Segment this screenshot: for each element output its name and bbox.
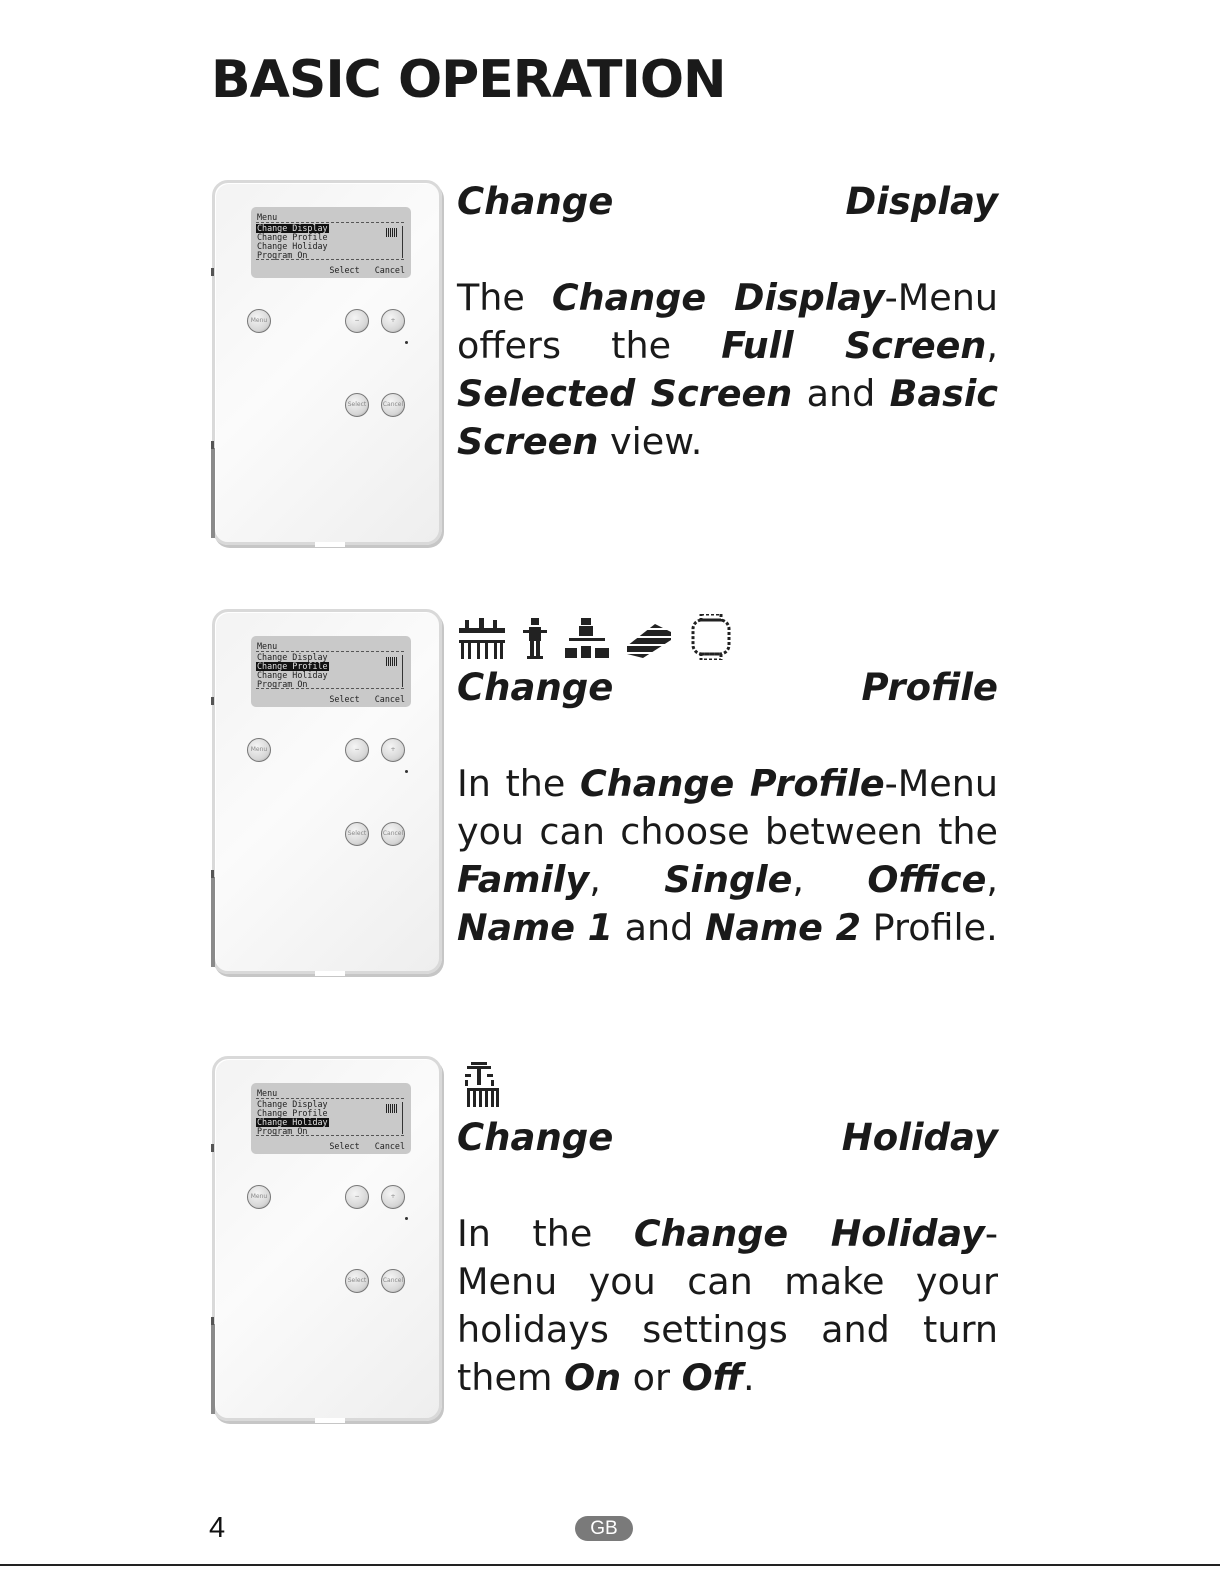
family-profile-icon <box>457 618 507 660</box>
section-heading: Change Profile <box>457 666 998 709</box>
screen-softkeys: Select Cancel <box>329 1141 405 1151</box>
screen-menu-item: Program On <box>257 679 308 689</box>
device-screen <box>251 636 411 707</box>
name2-profile-icon <box>687 614 735 660</box>
screen-softkeys: Select Cancel <box>329 265 405 275</box>
change-display-section <box>457 178 998 466</box>
screen-menu-item: Change Display <box>257 652 328 662</box>
name1-profile-icon <box>625 618 673 660</box>
holiday-icon-row <box>457 1060 998 1110</box>
section-body: In the Change Holiday-Menu you can make your holidays settings and turn them On or Off. <box>457 1212 998 1399</box>
plus-button: + <box>381 1185 405 1209</box>
menu-button: Menu <box>247 738 271 762</box>
screen-menu-item: Program On <box>257 250 308 260</box>
section-body: In the Change Profile-Menu you can choose between the Family, Single, Office, Name 1 and Name 2 Profile. <box>457 762 998 949</box>
cancel-button: Cancel <box>381 1269 405 1293</box>
office-profile-icon <box>563 618 611 660</box>
thermostat-device-illustration <box>212 180 442 545</box>
device-screen <box>251 1083 411 1154</box>
plus-button: + <box>381 309 405 333</box>
bottom-divider <box>0 1564 1220 1566</box>
screen-title: Menu <box>257 641 278 651</box>
minus-button: − <box>345 1185 369 1209</box>
cancel-button: Cancel <box>381 393 405 417</box>
status-led <box>405 1217 408 1220</box>
minus-button: − <box>345 309 369 333</box>
screen-softkeys: Select Cancel <box>329 694 405 704</box>
select-button: Select <box>345 393 369 417</box>
scrollbar-icon <box>402 226 406 258</box>
profile-mini-icon <box>386 657 398 666</box>
profile-icon-row <box>457 610 998 660</box>
select-button: Select <box>345 1269 369 1293</box>
thermostat-device-illustration <box>212 1056 442 1421</box>
profile-mini-icon <box>386 228 398 237</box>
menu-button: Menu <box>247 309 271 333</box>
device-screen <box>251 207 411 278</box>
screen-title: Menu <box>257 212 278 222</box>
screen-menu-item: Change Display <box>257 1099 328 1109</box>
holiday-icon <box>457 1060 505 1110</box>
status-led <box>405 770 408 773</box>
change-holiday-section <box>457 1060 998 1402</box>
scrollbar-icon <box>402 1102 406 1134</box>
screen-title: Menu <box>257 1088 278 1098</box>
status-led <box>405 341 408 344</box>
select-button: Select <box>345 822 369 846</box>
section-heading: Change Holiday <box>457 1116 998 1159</box>
thermostat-device-illustration <box>212 609 442 974</box>
screen-menu-item: Change Display <box>257 223 328 233</box>
section-heading: Change Display <box>457 180 998 223</box>
page-title: BASIC OPERATION <box>211 50 726 110</box>
menu-button: Menu <box>247 1185 271 1209</box>
screen-menu-item: Program On <box>257 1126 308 1136</box>
language-badge: GB <box>575 1516 633 1541</box>
profile-mini-icon <box>386 1104 398 1113</box>
change-profile-section <box>457 610 998 952</box>
screen-menu-item: Change Holiday <box>257 670 328 680</box>
single-profile-icon <box>521 618 549 660</box>
screen-menu-item: Change Holiday <box>257 1117 328 1127</box>
scrollbar-icon <box>402 655 406 687</box>
page-number: 4 <box>209 1512 226 1544</box>
screen-menu-item: Change Profile <box>257 661 328 671</box>
screen-menu-item: Change Profile <box>257 1108 328 1118</box>
minus-button: − <box>345 738 369 762</box>
screen-menu-item: Change Holiday <box>257 241 328 251</box>
cancel-button: Cancel <box>381 822 405 846</box>
plus-button: + <box>381 738 405 762</box>
screen-menu-item: Change Profile <box>257 232 328 242</box>
section-body: The Change Display-Menu offers the Full Screen, Selected Screen and Basic Screen view. <box>457 276 999 463</box>
